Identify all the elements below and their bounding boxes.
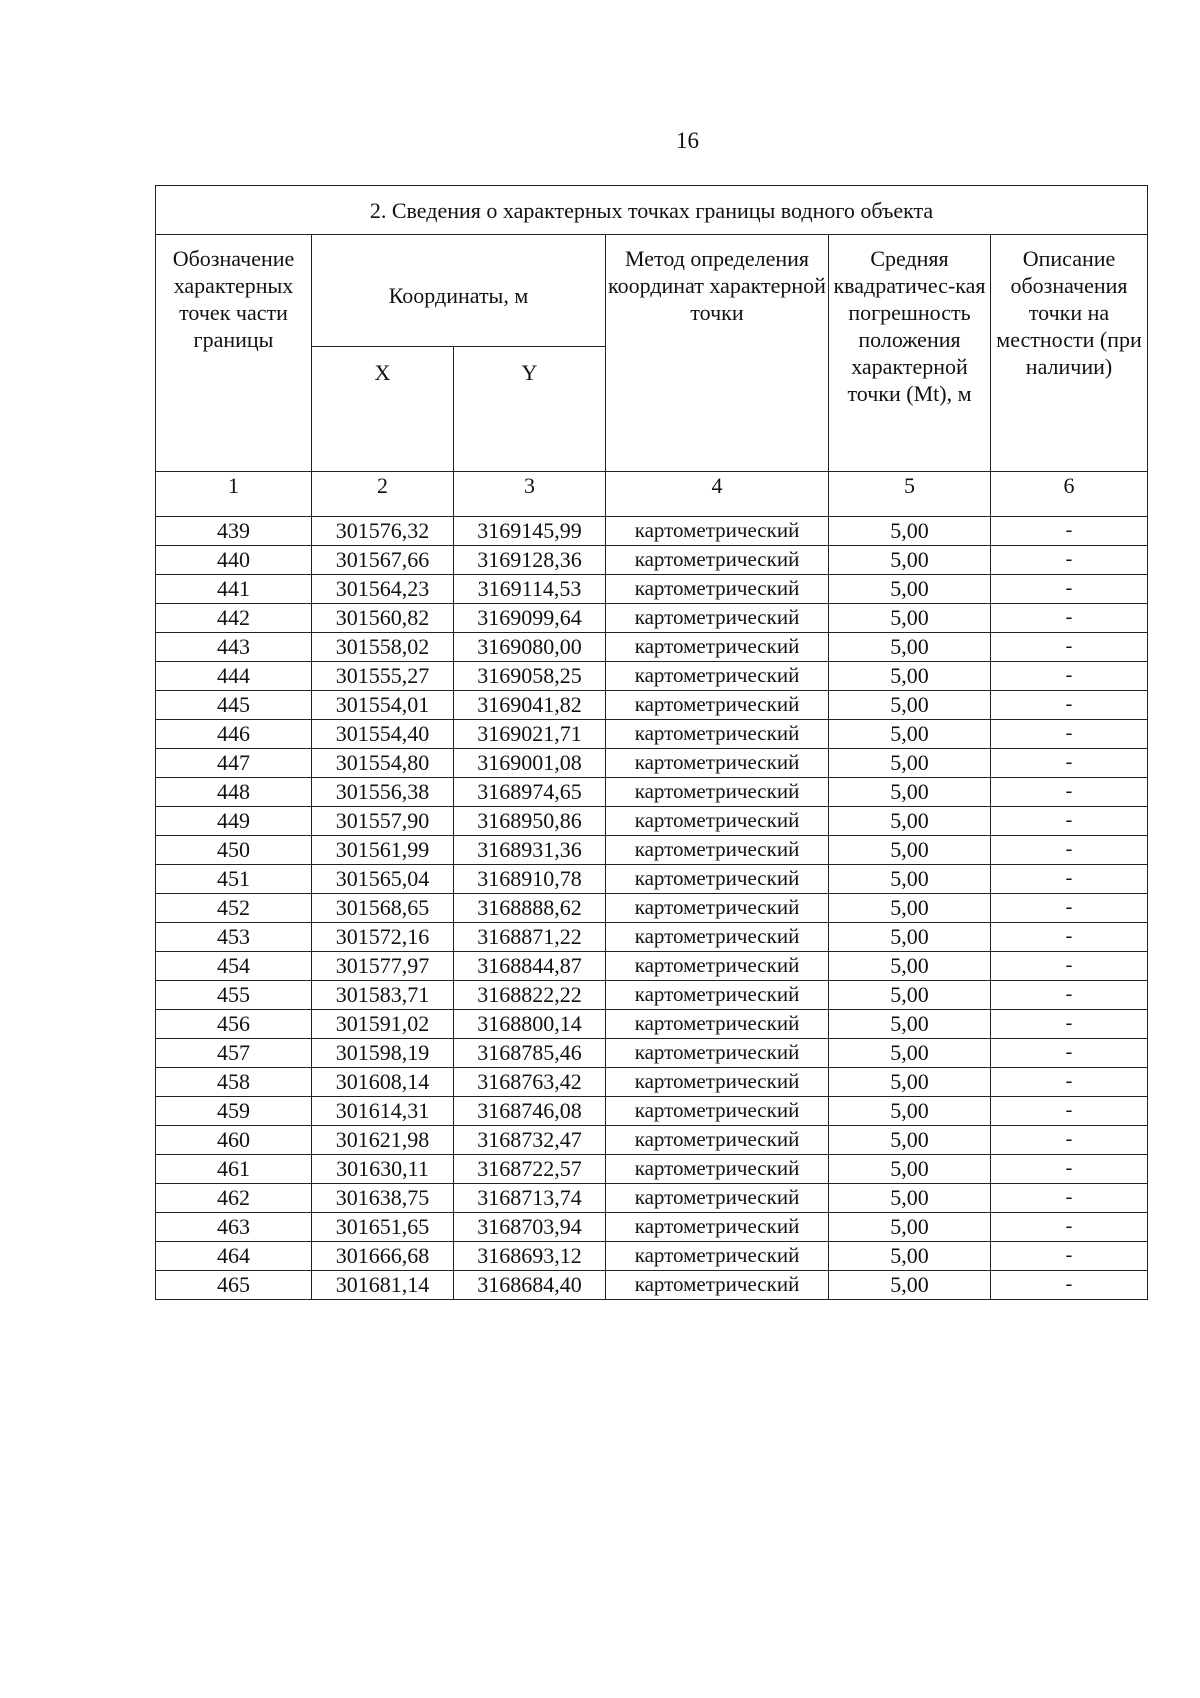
table-row: [156, 836, 1148, 865]
point-id-cell: 456: [156, 1010, 312, 1039]
description-cell: -: [991, 604, 1148, 633]
description-cell: -: [991, 1126, 1148, 1155]
table-row: [156, 1213, 1148, 1242]
mean-error-cell: 5,00: [829, 691, 991, 720]
description-cell: -: [991, 1271, 1148, 1300]
method-cell: картометрический: [606, 1068, 829, 1097]
x-coordinate-cell: 301557,90: [312, 807, 454, 836]
point-id-cell: 459: [156, 1097, 312, 1126]
table-row: [156, 1126, 1148, 1155]
table-row: [156, 894, 1148, 923]
point-id-cell: 452: [156, 894, 312, 923]
description-cell: -: [991, 691, 1148, 720]
description-cell: -: [991, 952, 1148, 981]
description-cell: -: [991, 778, 1148, 807]
mean-error-cell: 5,00: [829, 1242, 991, 1271]
mean-error-cell: 5,00: [829, 749, 991, 778]
y-coordinate-cell: 3168693,12: [454, 1242, 606, 1271]
mean-error-cell: 5,00: [829, 778, 991, 807]
point-id-cell: 441: [156, 575, 312, 604]
mean-error-cell: 5,00: [829, 1068, 991, 1097]
description-cell: -: [991, 517, 1148, 546]
x-coordinate-cell: 301567,66: [312, 546, 454, 575]
column-number: 2: [312, 472, 454, 517]
y-coordinate-cell: 3168746,08: [454, 1097, 606, 1126]
table-row: [156, 720, 1148, 749]
method-cell: картометрический: [606, 952, 829, 981]
table-row: [156, 517, 1148, 546]
method-cell: картометрический: [606, 1039, 829, 1068]
mean-error-cell: 5,00: [829, 807, 991, 836]
method-cell: картометрический: [606, 633, 829, 662]
y-coordinate-cell: 3168822,22: [454, 981, 606, 1010]
x-coordinate-cell: 301554,01: [312, 691, 454, 720]
y-coordinate-cell: 3168722,57: [454, 1155, 606, 1184]
mean-error-cell: 5,00: [829, 1097, 991, 1126]
description-cell: -: [991, 1097, 1148, 1126]
y-coordinate-cell: 3169099,64: [454, 604, 606, 633]
table-row: [156, 1039, 1148, 1068]
method-cell: картометрический: [606, 575, 829, 604]
description-cell: -: [991, 836, 1148, 865]
table-row: [156, 1184, 1148, 1213]
method-cell: картометрический: [606, 1184, 829, 1213]
method-cell: картометрический: [606, 1097, 829, 1126]
table-row: [156, 1010, 1148, 1039]
point-id-cell: 461: [156, 1155, 312, 1184]
description-cell: -: [991, 1184, 1148, 1213]
y-coordinate-cell: 3168713,74: [454, 1184, 606, 1213]
method-cell: картометрический: [606, 1126, 829, 1155]
column-number: 4: [606, 472, 829, 517]
header-mean-error: Средняя квадратичес-кая погрешность положения характерной точки (Mt), м: [829, 235, 991, 472]
description-cell: -: [991, 749, 1148, 778]
column-number: 1: [156, 472, 312, 517]
x-coordinate-cell: 301554,40: [312, 720, 454, 749]
description-cell: -: [991, 1039, 1148, 1068]
description-cell: -: [991, 662, 1148, 691]
mean-error-cell: 5,00: [829, 604, 991, 633]
y-coordinate-cell: 3169001,08: [454, 749, 606, 778]
table-row: [156, 604, 1148, 633]
header-coordinates: Координаты, м: [312, 235, 606, 347]
x-coordinate-cell: 301621,98: [312, 1126, 454, 1155]
point-id-cell: 443: [156, 633, 312, 662]
y-coordinate-cell: 3168931,36: [454, 836, 606, 865]
method-cell: картометрический: [606, 691, 829, 720]
method-cell: картометрический: [606, 894, 829, 923]
y-coordinate-cell: 3168785,46: [454, 1039, 606, 1068]
column-number-row: [156, 472, 1148, 517]
table-row: [156, 923, 1148, 952]
x-coordinate-cell: 301577,97: [312, 952, 454, 981]
point-id-cell: 447: [156, 749, 312, 778]
boundary-points-table: [155, 185, 1148, 1300]
point-id-cell: 463: [156, 1213, 312, 1242]
point-id-cell: 454: [156, 952, 312, 981]
x-coordinate-cell: 301591,02: [312, 1010, 454, 1039]
method-cell: картометрический: [606, 1271, 829, 1300]
method-cell: картометрический: [606, 1242, 829, 1271]
column-number: 5: [829, 472, 991, 517]
method-cell: картометрический: [606, 865, 829, 894]
method-cell: картометрический: [606, 662, 829, 691]
mean-error-cell: 5,00: [829, 1184, 991, 1213]
table-row: [156, 807, 1148, 836]
mean-error-cell: 5,00: [829, 1126, 991, 1155]
y-coordinate-cell: 3169114,53: [454, 575, 606, 604]
x-coordinate-cell: 301572,16: [312, 923, 454, 952]
table-row: [156, 1097, 1148, 1126]
description-cell: -: [991, 1213, 1148, 1242]
method-cell: картометрический: [606, 517, 829, 546]
description-cell: -: [991, 546, 1148, 575]
point-id-cell: 460: [156, 1126, 312, 1155]
method-cell: картометрический: [606, 807, 829, 836]
table-row: [156, 633, 1148, 662]
mean-error-cell: 5,00: [829, 633, 991, 662]
point-id-cell: 444: [156, 662, 312, 691]
x-coordinate-cell: 301630,11: [312, 1155, 454, 1184]
mean-error-cell: 5,00: [829, 952, 991, 981]
mean-error-cell: 5,00: [829, 981, 991, 1010]
mean-error-cell: 5,00: [829, 1271, 991, 1300]
table-row: [156, 778, 1148, 807]
point-id-cell: 465: [156, 1271, 312, 1300]
x-coordinate-cell: 301576,32: [312, 517, 454, 546]
point-id-cell: 448: [156, 778, 312, 807]
table-row: [156, 575, 1148, 604]
mean-error-cell: 5,00: [829, 575, 991, 604]
table-title-row: [156, 186, 1148, 235]
method-cell: картометрический: [606, 981, 829, 1010]
x-coordinate-cell: 301558,02: [312, 633, 454, 662]
method-cell: картометрический: [606, 778, 829, 807]
point-id-cell: 462: [156, 1184, 312, 1213]
y-coordinate-cell: 3169021,71: [454, 720, 606, 749]
mean-error-cell: 5,00: [829, 894, 991, 923]
table-row: [156, 981, 1148, 1010]
mean-error-cell: 5,00: [829, 836, 991, 865]
x-coordinate-cell: 301666,68: [312, 1242, 454, 1271]
method-cell: картометрический: [606, 749, 829, 778]
y-coordinate-cell: 3168888,62: [454, 894, 606, 923]
page-number: 16: [676, 128, 699, 153]
x-coordinate-cell: 301608,14: [312, 1068, 454, 1097]
mean-error-cell: 5,00: [829, 517, 991, 546]
table-row: [156, 749, 1148, 778]
mean-error-cell: 5,00: [829, 546, 991, 575]
header-description: Описание обозначения точки на местности (при наличии): [991, 235, 1148, 472]
y-coordinate-cell: 3168871,22: [454, 923, 606, 952]
mean-error-cell: 5,00: [829, 923, 991, 952]
y-coordinate-cell: 3168974,65: [454, 778, 606, 807]
method-cell: картометрический: [606, 720, 829, 749]
mean-error-cell: 5,00: [829, 662, 991, 691]
point-id-cell: 446: [156, 720, 312, 749]
x-coordinate-cell: 301583,71: [312, 981, 454, 1010]
table-row: [156, 546, 1148, 575]
mean-error-cell: 5,00: [829, 1010, 991, 1039]
mean-error-cell: 5,00: [829, 865, 991, 894]
point-id-cell: 440: [156, 546, 312, 575]
mean-error-cell: 5,00: [829, 1213, 991, 1242]
x-coordinate-cell: 301598,19: [312, 1039, 454, 1068]
y-coordinate-cell: 3168800,14: [454, 1010, 606, 1039]
table-row: [156, 865, 1148, 894]
description-cell: -: [991, 1068, 1148, 1097]
method-cell: картометрический: [606, 1213, 829, 1242]
x-coordinate-cell: 301556,38: [312, 778, 454, 807]
point-id-cell: 453: [156, 923, 312, 952]
y-coordinate-cell: 3168950,86: [454, 807, 606, 836]
y-coordinate-cell: 3168763,42: [454, 1068, 606, 1097]
description-cell: -: [991, 894, 1148, 923]
y-coordinate-cell: 3168684,40: [454, 1271, 606, 1300]
header-y: Y: [454, 347, 606, 472]
method-cell: картометрический: [606, 1155, 829, 1184]
table-row: [156, 1155, 1148, 1184]
x-coordinate-cell: 301554,80: [312, 749, 454, 778]
mean-error-cell: 5,00: [829, 1155, 991, 1184]
x-coordinate-cell: 301555,27: [312, 662, 454, 691]
x-coordinate-cell: 301681,14: [312, 1271, 454, 1300]
method-cell: картометрический: [606, 923, 829, 952]
x-coordinate-cell: 301568,65: [312, 894, 454, 923]
description-cell: -: [991, 923, 1148, 952]
header-point-designation: Обозначение характерных точек части границы: [156, 235, 312, 472]
description-cell: -: [991, 981, 1148, 1010]
header-row: [156, 235, 1148, 347]
description-cell: -: [991, 633, 1148, 662]
description-cell: -: [991, 865, 1148, 894]
y-coordinate-cell: 3169128,36: [454, 546, 606, 575]
header-method: Метод определения координат характерной точки: [606, 235, 829, 472]
point-id-cell: 449: [156, 807, 312, 836]
y-coordinate-cell: 3168844,87: [454, 952, 606, 981]
point-id-cell: 464: [156, 1242, 312, 1271]
y-coordinate-cell: 3168732,47: [454, 1126, 606, 1155]
point-id-cell: 445: [156, 691, 312, 720]
point-id-cell: 457: [156, 1039, 312, 1068]
column-number: 6: [991, 472, 1148, 517]
table-row: [156, 1068, 1148, 1097]
description-cell: -: [991, 575, 1148, 604]
x-coordinate-cell: 301614,31: [312, 1097, 454, 1126]
point-id-cell: 451: [156, 865, 312, 894]
y-coordinate-cell: 3169041,82: [454, 691, 606, 720]
y-coordinate-cell: 3168703,94: [454, 1213, 606, 1242]
table-row: [156, 952, 1148, 981]
y-coordinate-cell: 3169145,99: [454, 517, 606, 546]
method-cell: картометрический: [606, 836, 829, 865]
x-coordinate-cell: 301565,04: [312, 865, 454, 894]
x-coordinate-cell: 301651,65: [312, 1213, 454, 1242]
point-id-cell: 455: [156, 981, 312, 1010]
description-cell: -: [991, 1242, 1148, 1271]
description-cell: -: [991, 720, 1148, 749]
method-cell: картометрический: [606, 1010, 829, 1039]
description-cell: -: [991, 1010, 1148, 1039]
y-coordinate-cell: 3169080,00: [454, 633, 606, 662]
table-row: [156, 662, 1148, 691]
table-title: 2. Сведения о характерных точках границы водного объекта: [156, 186, 1148, 235]
mean-error-cell: 5,00: [829, 1039, 991, 1068]
y-coordinate-cell: 3168910,78: [454, 865, 606, 894]
x-coordinate-cell: 301564,23: [312, 575, 454, 604]
y-coordinate-cell: 3169058,25: [454, 662, 606, 691]
method-cell: картометрический: [606, 546, 829, 575]
point-id-cell: 442: [156, 604, 312, 633]
point-id-cell: 458: [156, 1068, 312, 1097]
method-cell: картометрический: [606, 604, 829, 633]
mean-error-cell: 5,00: [829, 720, 991, 749]
description-cell: -: [991, 807, 1148, 836]
x-coordinate-cell: 301638,75: [312, 1184, 454, 1213]
column-number: 3: [454, 472, 606, 517]
point-id-cell: 439: [156, 517, 312, 546]
header-x: X: [312, 347, 454, 472]
description-cell: -: [991, 1155, 1148, 1184]
point-id-cell: 450: [156, 836, 312, 865]
x-coordinate-cell: 301561,99: [312, 836, 454, 865]
table-row: [156, 1271, 1148, 1300]
table-row: [156, 1242, 1148, 1271]
table-row: [156, 691, 1148, 720]
x-coordinate-cell: 301560,82: [312, 604, 454, 633]
